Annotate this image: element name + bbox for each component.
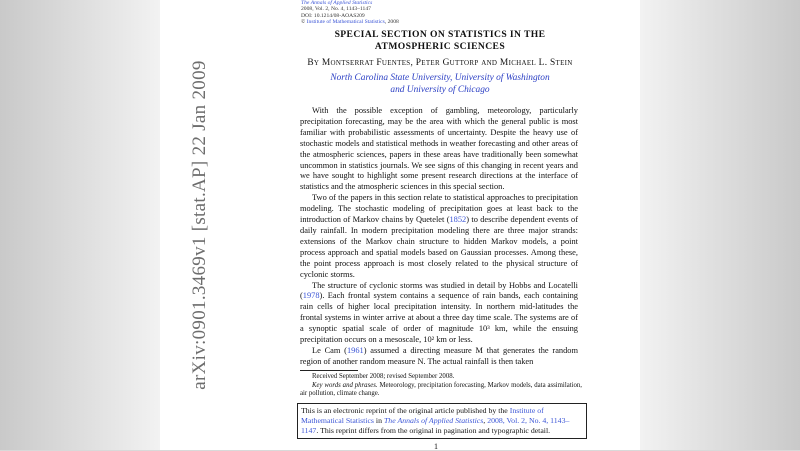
paragraph-2: Two of the papers in this section relate to statistical approaches to precipitation modeling. The stochastic modeling of precipitation goes at least back to the introduction of Markov chains by Quetelet (1852) to describe dependent events of daily rainfall. In modern precipitation modeling there are three major strands: extensions of the Markov chain structure to hidden Markov models, a point process approach and spatial models based on Gaussian processes. Among these, the point process approach is most closely related to the physical structure of cyclonic storms. xyxy=(300,193,578,279)
citation-link-1978[interactable]: 1978 xyxy=(302,291,320,301)
footnote-rule xyxy=(300,370,358,371)
paper-title: SPECIAL SECTION ON STATISTICS IN THE ATMOSPHERIC SCIENCES xyxy=(334,29,546,52)
journal-volume: 2008, Vol. 2, No. 4, 1143–1147 xyxy=(301,6,371,13)
reprint-notice-box: This is an electronic reprint of the original article published by the Institute of Mathematical Statistics in The Annals of Applied Statistics, 2008, Vol. 2, No. 4, 1143–1147. This reprint differs from the original in pagination and typographic detail. xyxy=(297,403,587,439)
reprint-org-link[interactable]: Institute of Mathematical Statistics xyxy=(301,406,544,425)
citation-link-1852[interactable]: 1852 xyxy=(449,215,467,225)
keywords: Key words and phrases. Meteorology, precipitation forecasting, Markov models, data assimilation, air pollution, climate change. xyxy=(300,381,583,398)
journal-copyright: © Institute of Mathematical Statistics, 2008 xyxy=(301,18,399,25)
journal-header xyxy=(301,0,561,25)
viewer-background-right xyxy=(640,0,800,450)
paper-body xyxy=(300,106,578,368)
paragraph-4: Le Cam (1961) assumed a directing measure M that generates the random region of another random measure N. The actual rainfall is then taken xyxy=(300,345,578,366)
page-number: 1 xyxy=(434,442,438,451)
citation-link-1961[interactable]: 1961 xyxy=(346,345,364,355)
journal-doi: DOI: 10.1214/08-AOAS209 xyxy=(301,12,365,19)
reprint-journal-link[interactable]: The Annals of Applied Statistics xyxy=(383,416,484,425)
received-date: Received September 2008; revised September 2008. xyxy=(312,373,455,380)
copyright-org-link[interactable]: Institute of Mathematical Statistics xyxy=(306,18,385,25)
journal-name[interactable]: The Annals of Applied Statistics xyxy=(301,0,373,6)
viewer-background-left xyxy=(0,0,160,450)
arxiv-identifier-stamp: arXiv:0901.3469v1 [stat.AP] 22 Jan 2009 xyxy=(189,60,210,390)
paragraph-3: The structure of cyclonic storms was studied in detail by Hobbs and Locatelli (1978). Each frontal system contains a sequence of rain bands, each containing rain cells of higher local precipitation intensity. In northern mid-latitudes the frontal systems in winter arrive at about a three day time scale. The systems are of a synoptic spatial scale of order of magnitude 10³ km, while the ensuing precipitation occurs on a mesoscale, 10² km or less. xyxy=(300,280,578,345)
paragraph-1: With the possible exception of gambling, meteorology, particularly precipitation forecasting, may be the area with which the general public is most familiar with probabilistic assessments of uncertainty. Despite the heavy use of stochastic models and statistical methods in weather forecasting and other areas of the atmospheric sciences, papers in these areas have traditionally been somewhat uncommon in statistics journals. We see signs of this changing in recent years and we have sought to highlight some present research directions at the interface of statistics and the atmospheric sciences in this special section. xyxy=(300,106,578,192)
paper-authors: By Montserrat Fuentes, Peter Guttorp and Michael L. Stein xyxy=(307,58,573,68)
author-affiliation: North Carolina State University, University of Washington and University of Chicago xyxy=(330,73,550,96)
reprint-volume-link[interactable]: 2008, Vol. 2, No. 4, 1143–1147 xyxy=(301,416,570,435)
footnote xyxy=(300,373,582,399)
